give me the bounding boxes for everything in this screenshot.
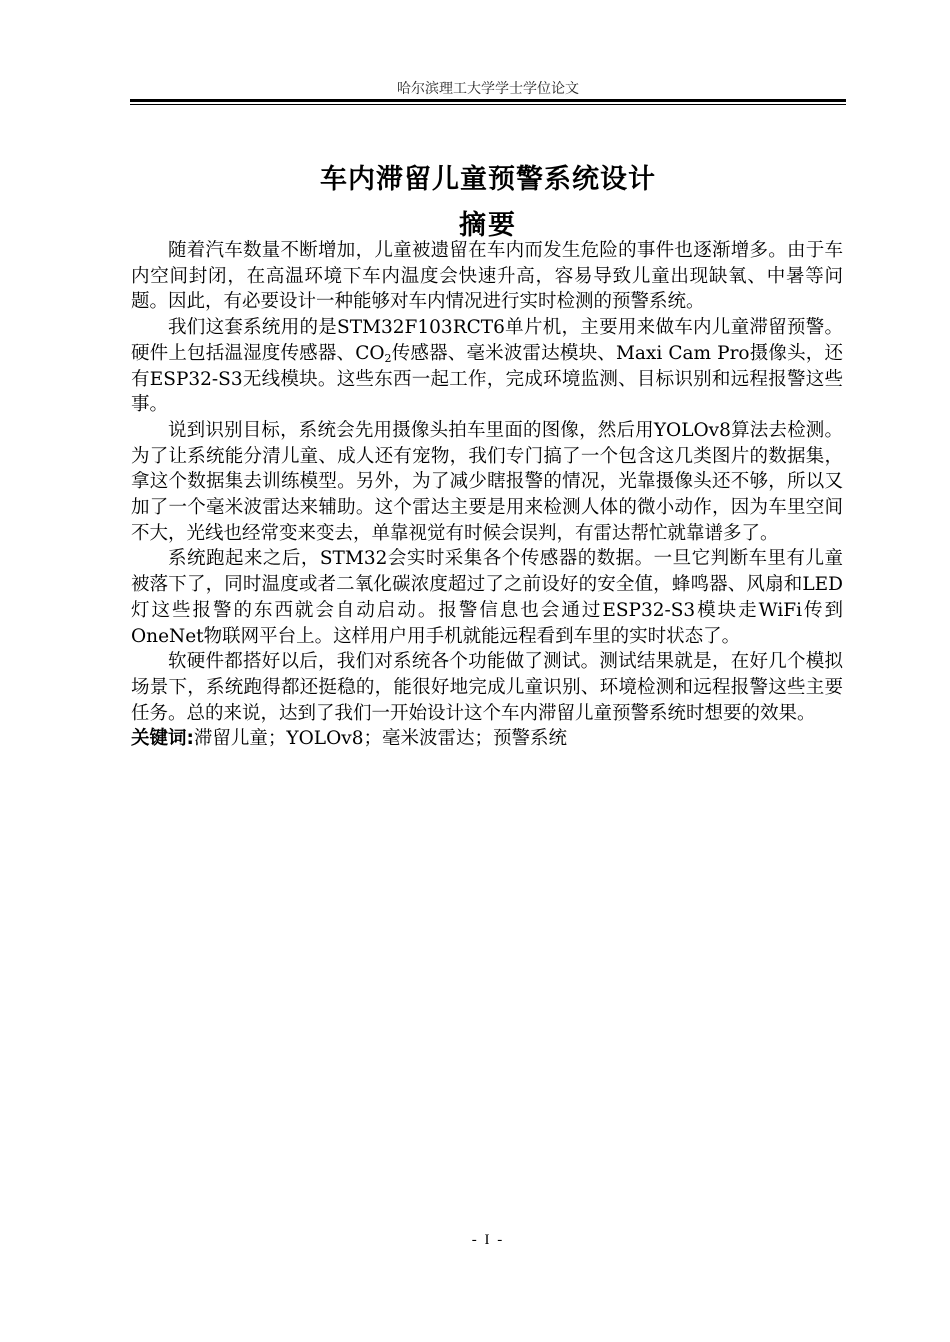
keywords-line	[131, 726, 843, 752]
co2-subscript: 2	[384, 351, 392, 365]
document-title: 车内滞留儿童预警系统设计	[320, 164, 656, 195]
running-header: 哈尔滨理工大学学士学位论文	[397, 81, 579, 97]
header-rule-thin	[130, 104, 846, 105]
abstract-paragraph-2	[131, 315, 843, 418]
abstract-paragraph-1: 随着汽车数量不断增加，儿童被遗留在车内而发生危险的事件也逐渐增多。由于车内空间封闭，在高温环境下车内温度会快速升高，容易导致儿童出现缺氧、中暑等问题。因此，有必要设计一种能够对车内情况进行实时检测的预警系统。	[131, 240, 843, 313]
header-rule-thick	[130, 99, 846, 102]
abstract-paragraph-5: 软硬件都搭好以后，我们对系统各个功能做了测试。测试结果就是，在好几个模拟场景下，系统跑得都还挺稳的，能很好地完成儿童识别、环境检测和远程报警这些主要任务。总的来说，达到了我们一开始设计这个车内滞留儿童预警系统时想要的效果。	[131, 651, 843, 724]
p2-text-before: 我们这套系统用的是STM32F103RCT6单片机，主要用来做车内儿童滞留预警。硬件上包括温湿度传感器、CO	[131, 317, 843, 364]
keywords-text: 滞留儿童；YOLOv8；毫米波雷达；预警系统	[193, 728, 567, 750]
abstract-paragraph-3: 说到识别目标，系统会先用摄像头拍车里面的图像，然后用YOLOv8算法去检测。为了让系统能分清儿童、成人还有宠物，我们专门搞了一个包含这几类图片的数据集，拿这个数据集去训练模型。另外，为了减少瞎报警的情况，光靠摄像头还不够，所以又加了一个毫米波雷达来辅助。这个雷达主要是用来检测人体的微小动作，因为车里空间不大，光线也经常变来变去，单靠视觉有时候会误判，有雷达帮忙就靠谱多了。	[131, 419, 843, 544]
abstract-paragraph-4: 系统跑起来之后，STM32会实时采集各个传感器的数据。一旦它判断车里有儿童被落下了，同时温度或者二氧化碳浓度超过了之前设好的安全值，蜂鸣器、风扇和LED灯这些报警的东西就会自动启动。报警信息也会通过ESP32-S3模块走WiFi传到OneNet物联网平台上。这样用户用手机就能远程看到车里的实时状态了。	[131, 548, 843, 647]
keywords-label: 关键词:	[131, 728, 194, 750]
page-number: - I -	[471, 1232, 505, 1248]
abstract-heading: 摘要	[459, 210, 517, 241]
p2-text-after: 传感器、毫米波雷达模块、Maxi Cam Pro摄像头，还有ESP32-S3无线模块。这些东西一起工作，完成环境监测、目标识别和远程报警这些事。	[131, 342, 843, 416]
abstract-body	[131, 238, 843, 752]
